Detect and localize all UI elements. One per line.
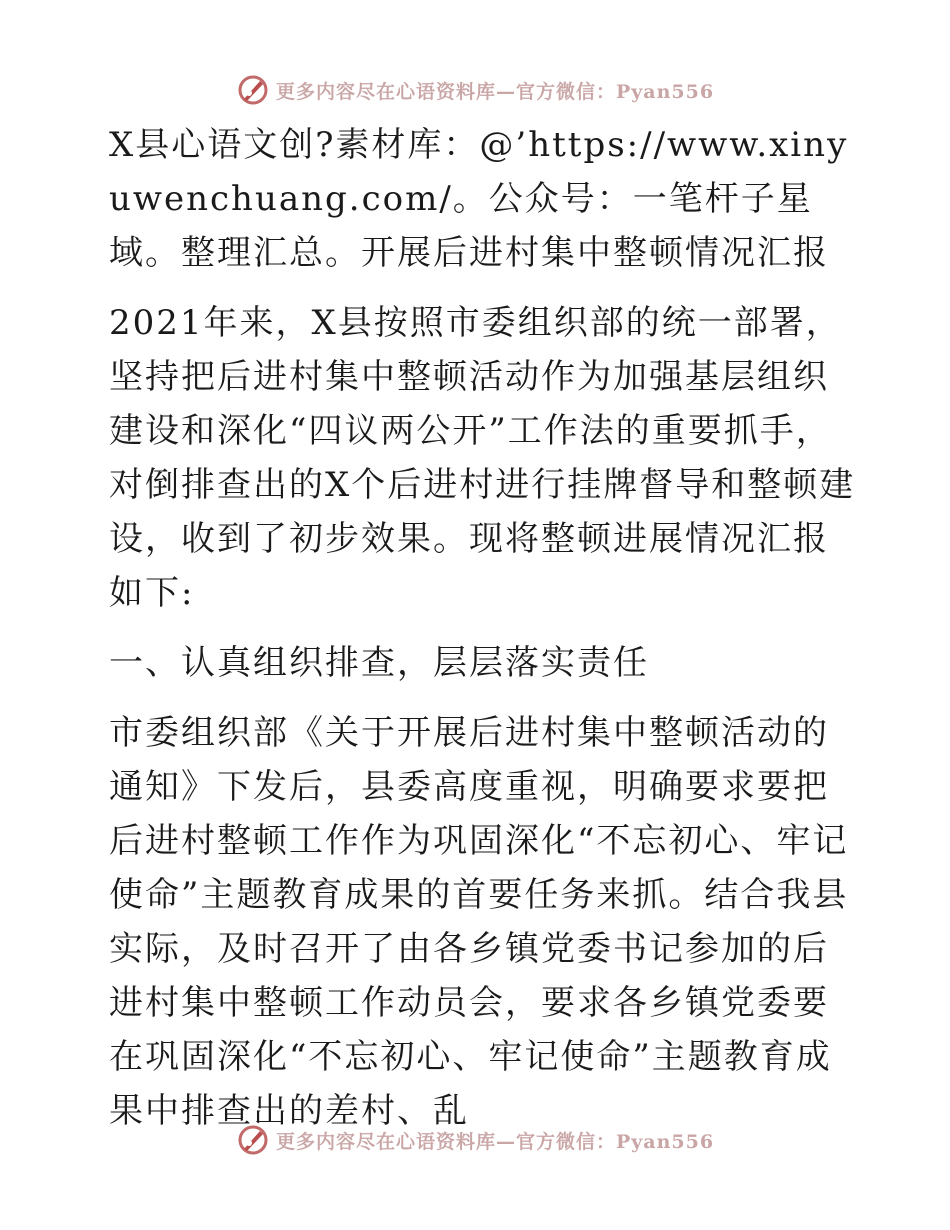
intro-paragraph: X县心语文创?素材库：@’https://www.xinyuwenchuang.com/。公众号：一笔杆子星域。整理汇总。开展后进村集中整顿情况汇报 — [109, 125, 849, 273]
quill-circle-logo-icon — [236, 1123, 270, 1157]
body-paragraph-1: 2021年来，X县按照市委组织部的统一部署，坚持把后进村集中整顿活动作为加强基层组织建设和深化“四议两公开”工作法的重要抓手，对倒排查出的X个后进村进行挂牌督导和整顿建设，收到了初步效果。现将整顿进展情况汇报如下: — [109, 303, 856, 613]
document-body — [97, 118, 857, 1154]
section-heading-1: 一、认真组织排查，层层落实责任 — [109, 643, 649, 683]
watermark-banner-top — [0, 70, 950, 110]
body-paragraph-2: 市委组织部《关于开展后进村集中整顿活动的通知》下发后，县委高度重视，明确要求要把后进村整顿工作作为巩固深化“不忘初心、牢记使命”主题教育成果的首要任务来抓。结合我县实际，及时召开了由各乡镇党委书记参加的后进村集中整顿工作动员会，要求各乡镇党委要在巩固深化“不忘初心、牢记使命”主题教育成果中排查出的差村、乱 — [109, 713, 849, 1131]
watermark-banner-bottom — [0, 1120, 950, 1160]
watermark-text: 更多内容尽在心语资料库—官方微信：Pyan556 — [275, 1130, 715, 1153]
quill-circle-logo-icon — [236, 73, 270, 107]
watermark-text: 更多内容尽在心语资料库—官方微信：Pyan556 — [275, 80, 715, 103]
